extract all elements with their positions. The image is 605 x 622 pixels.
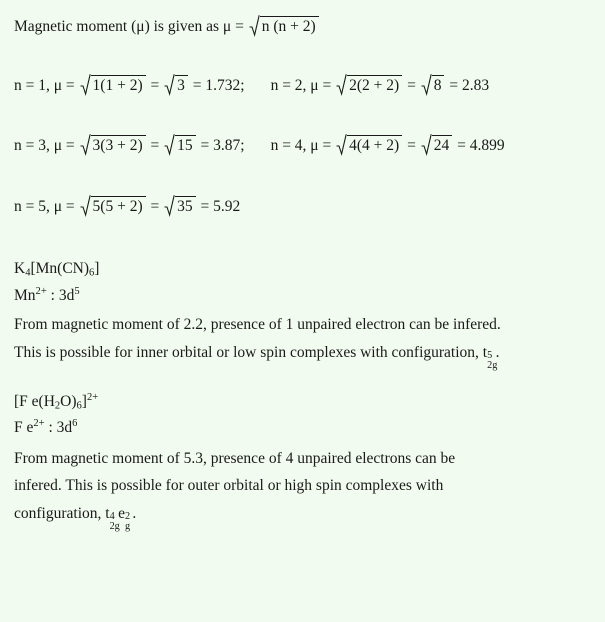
complex-a-sentence-2	[14, 344, 591, 372]
sqrt-expression	[421, 75, 445, 96]
eg-base: e	[118, 505, 125, 523]
radicand: 3(3 + 2)	[91, 135, 146, 156]
complex-b-sentence-3	[14, 505, 591, 533]
sqrt-expression	[80, 75, 146, 96]
config-subscript: g	[124, 521, 131, 533]
calc-n4-lead: n = 4, μ =	[270, 137, 336, 155]
config-superscript: 5	[487, 349, 493, 361]
radical-sign-icon	[164, 73, 175, 94]
complex-b-ion	[14, 419, 591, 438]
radical-sign-icon	[164, 194, 175, 215]
sentence-text: configuration, t	[14, 505, 110, 523]
formula-subscript: 2	[54, 400, 61, 412]
ion-config-superscript: 5	[74, 285, 80, 297]
radicand: 15	[175, 135, 196, 156]
radicand: 5(5 + 2)	[91, 196, 146, 217]
sentence-period: .	[132, 505, 137, 523]
radical-sign-icon	[421, 73, 432, 94]
formula-subscript: 4	[25, 268, 31, 279]
ion-charge: 2+	[35, 285, 47, 297]
complex-a-sentence-1: From magnetic moment of 2.2, presence of 1 unpaired electron can be infered.	[14, 315, 501, 333]
intro-middle: ) is given as μ =	[144, 18, 248, 35]
ion-separator: : 3d	[46, 286, 75, 304]
config-superscript: 4	[109, 510, 115, 522]
calc-n1-eq1: =	[146, 76, 164, 94]
calc-row-2	[14, 135, 591, 156]
complex-b-sentence-2: infered. This is possible for outer orbital or high spin complexes with	[14, 476, 444, 494]
radical-sign-icon	[336, 73, 347, 94]
calc-n4-eq2: =	[453, 137, 470, 155]
calc-row-1	[14, 75, 591, 96]
radical-sign-icon	[249, 14, 260, 35]
formula-pre: [F e(H	[14, 392, 55, 410]
calc-n4-eq1: =	[403, 137, 420, 155]
calc-row-3	[14, 196, 591, 217]
config-subscript: 2g	[487, 360, 498, 372]
calc-n3-eq1: =	[146, 137, 164, 155]
ion-charge: 2+	[33, 418, 45, 430]
sqrt-expression	[421, 135, 453, 156]
sqrt-expression	[80, 135, 146, 156]
intro-line	[14, 16, 591, 37]
formula-mid: O)	[60, 392, 77, 410]
complex-b-sentence-1: From magnetic moment of 5.3, presence of 4 unpaired electrons can be	[14, 449, 456, 467]
radicand: 2(2 + 2)	[347, 75, 402, 96]
mu-symbol: μ	[136, 18, 145, 35]
calc-n1-eq2: =	[188, 76, 206, 94]
sqrt-expression	[336, 135, 402, 156]
calc-n1-lead: n = 1, μ =	[14, 76, 79, 94]
formula-main: K	[14, 260, 26, 278]
sqrt-expression	[249, 16, 319, 37]
radical-sign-icon	[421, 133, 432, 154]
formula-subscript: 6	[76, 400, 82, 412]
sqrt-expression	[336, 75, 402, 96]
calc-n5-eq1: =	[146, 197, 164, 215]
sentence-text: This is possible for inner orbital or low spin complexes with configuration, t	[14, 344, 488, 362]
ion-label: F e	[14, 419, 34, 437]
formula-rest: [Mn(CN)	[30, 260, 90, 278]
radical-sign-icon	[164, 133, 175, 154]
radicand: 1(1 + 2)	[91, 75, 146, 96]
formula-subscript: 6	[89, 268, 95, 279]
complex-a-formula	[14, 260, 591, 279]
sqrt-expression	[80, 196, 146, 217]
formula-charge: 2+	[86, 391, 99, 403]
calc-n5-eq2: =	[196, 197, 214, 215]
calc-n2-eq1: =	[403, 76, 420, 94]
radical-sign-icon	[80, 133, 91, 154]
calc-n5-lead: n = 5, μ =	[14, 197, 79, 215]
ion-label: Mn	[14, 286, 36, 304]
complex-b-formula	[14, 393, 591, 412]
sqrt-expression	[164, 135, 196, 156]
formula-close: ]	[81, 392, 87, 410]
radicand: n (n + 2)	[260, 16, 319, 37]
complex-a-ion	[14, 287, 591, 306]
radicand: 4(4 + 2)	[347, 135, 402, 156]
radicand: 8	[432, 75, 445, 96]
config-superscript: 2	[124, 510, 131, 522]
sentence-period: .	[495, 344, 500, 362]
formula-close: ]	[94, 260, 100, 278]
calc-n3-lead: n = 3, μ =	[14, 137, 79, 155]
radical-sign-icon	[80, 194, 91, 215]
calc-n3-result: 3.87;	[213, 137, 245, 155]
ion-separator: : 3d	[44, 419, 73, 437]
calc-n2-eq2: =	[445, 76, 462, 94]
calc-n2-lead: n = 2, μ =	[270, 76, 336, 94]
calc-n3-eq2: =	[196, 137, 214, 155]
radicand: 35	[175, 196, 196, 217]
radicand: 24	[432, 135, 453, 156]
calc-n1-result: 1.732;	[205, 76, 245, 94]
radical-sign-icon	[80, 73, 91, 94]
calc-n5-result: 5.92	[213, 197, 241, 215]
sqrt-expression	[164, 196, 196, 217]
radical-sign-icon	[336, 133, 347, 154]
radicand: 3	[175, 75, 188, 96]
config-subscript: 2g	[109, 521, 120, 533]
calc-n2-result: 2.83	[461, 76, 490, 94]
calc-n4-result: 4.899	[469, 137, 505, 155]
ion-config-superscript: 6	[72, 418, 78, 430]
intro-prefix: Magnetic moment (	[14, 18, 137, 35]
sqrt-expression	[164, 75, 188, 96]
